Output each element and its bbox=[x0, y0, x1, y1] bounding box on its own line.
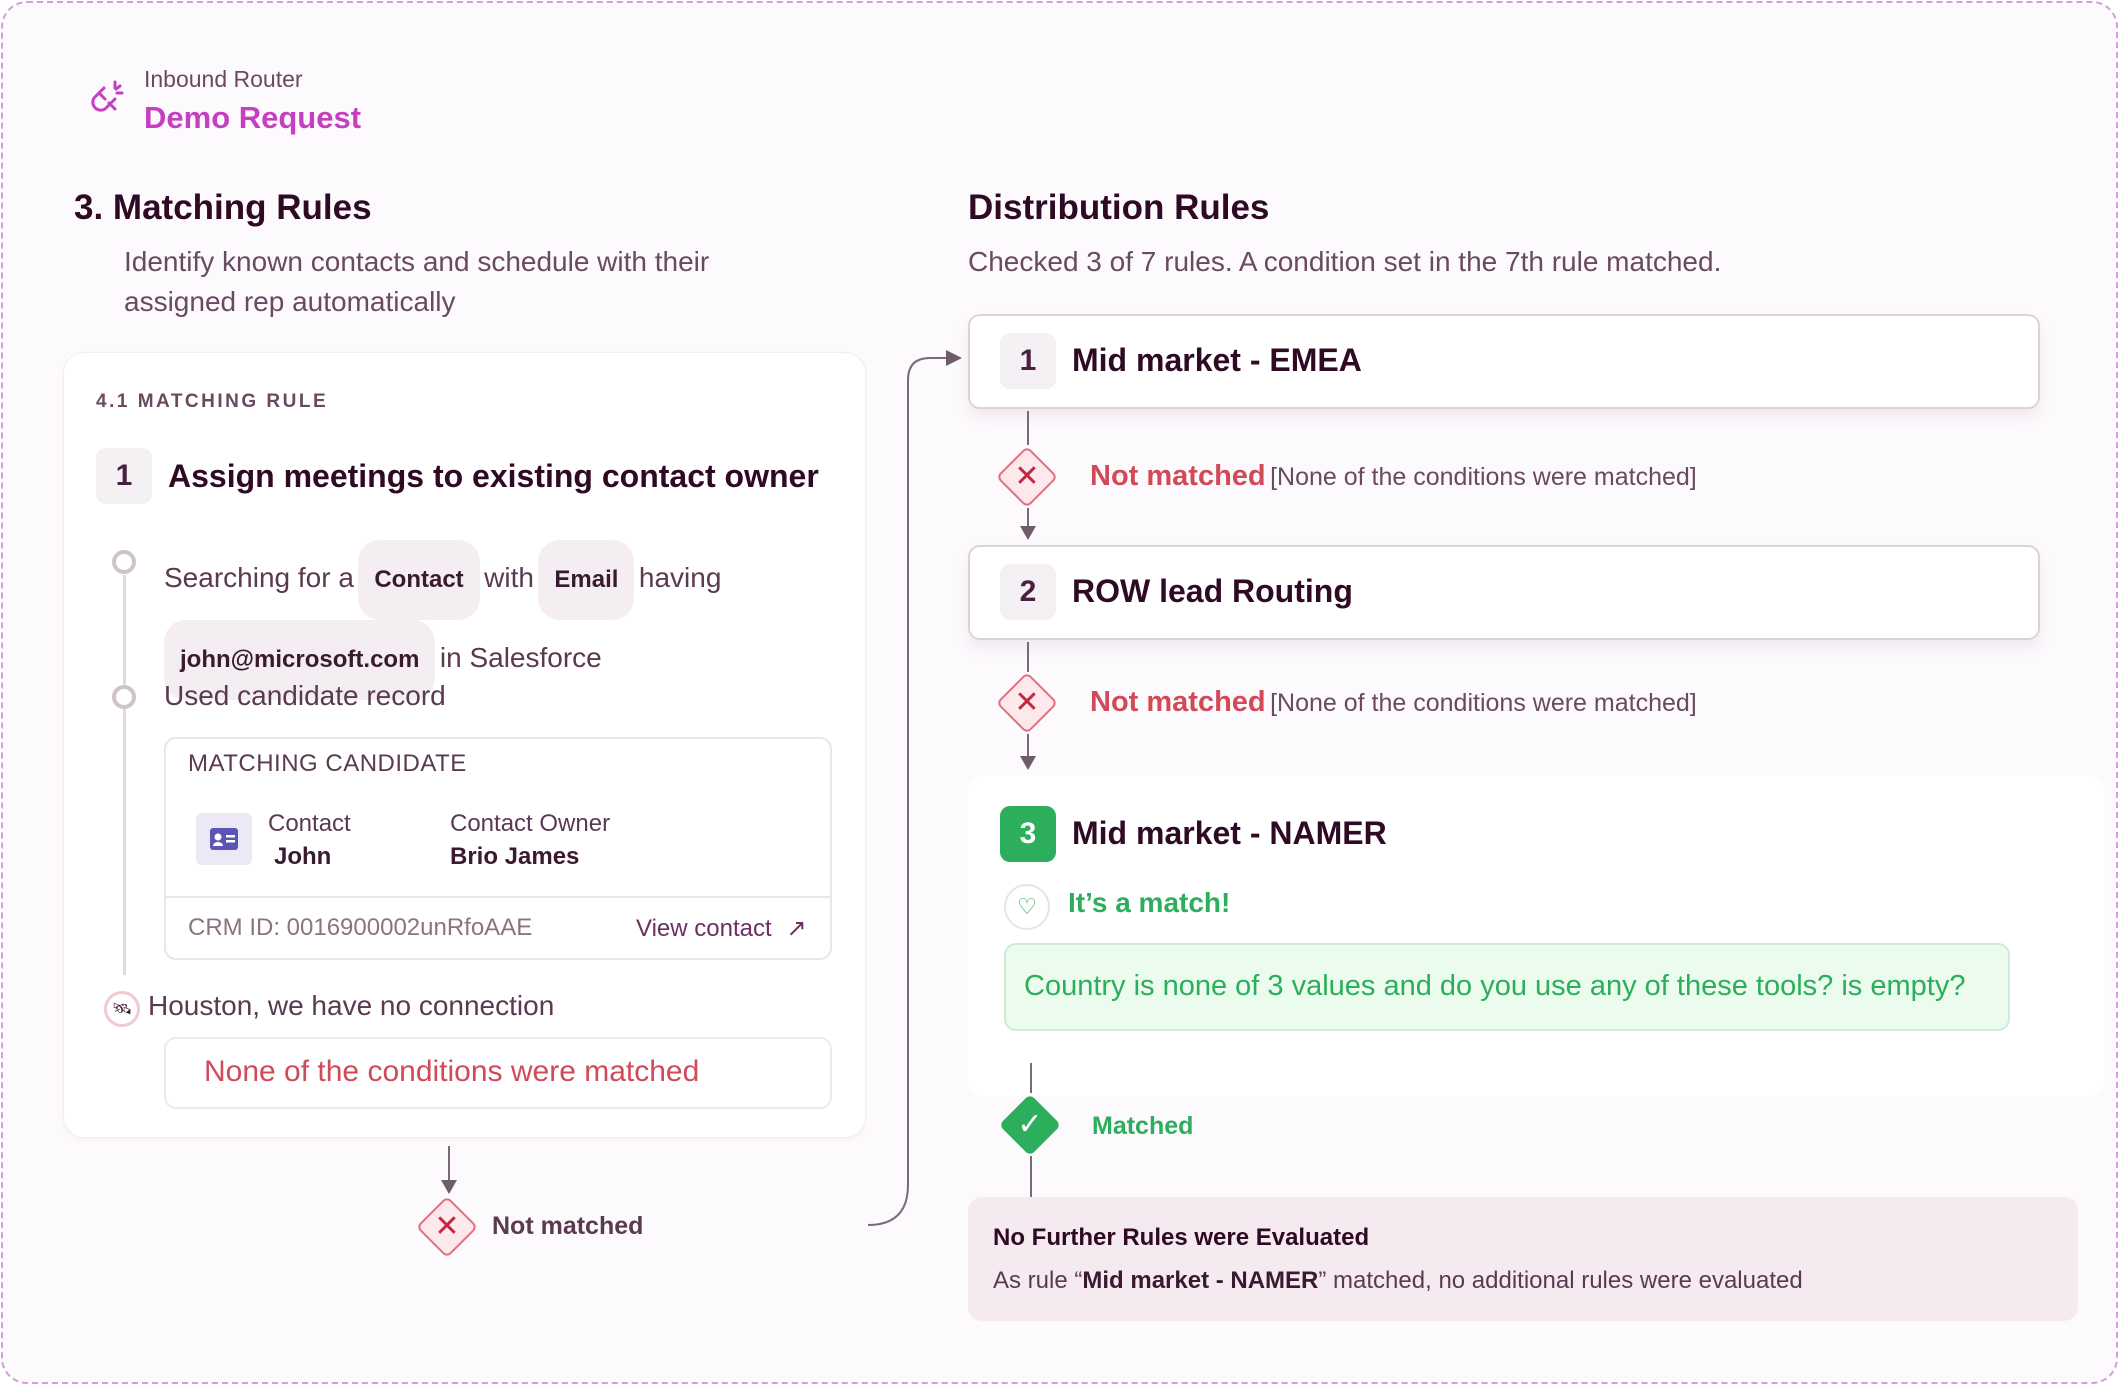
arrow-down-icon bbox=[1020, 756, 1036, 770]
rule-2-result bbox=[1090, 686, 1697, 719]
candidate-heading: MATCHING CANDIDATE bbox=[188, 750, 467, 777]
not-matched-diamond-icon: ✕ bbox=[996, 672, 1058, 734]
rule-3-title: Mid market - NAMER bbox=[1072, 815, 1387, 851]
houston-text: Houston, we have no connection bbox=[148, 990, 555, 1021]
rule-number-badge: 1 bbox=[96, 448, 152, 504]
view-contact-link[interactable] bbox=[636, 914, 806, 943]
matched-condition-text: Country is none of 3 values and do you use any of these tools? is empty? bbox=[1024, 970, 1966, 1002]
magnet-icon bbox=[82, 76, 128, 122]
no-further-desc-suffix: ” matched, no additional rules were evaluated bbox=[1318, 1267, 1803, 1294]
arrow-down-icon bbox=[1020, 526, 1036, 540]
no-further-title: No Further Rules were Evaluated bbox=[993, 1224, 1370, 1251]
external-link-icon: ↗ bbox=[786, 915, 807, 942]
no-conditions-text: None of the conditions were matched bbox=[204, 1055, 700, 1088]
timeline-dot bbox=[112, 685, 136, 709]
distribution-rules-desc: Checked 3 of 7 rules. A condition set in the 7th rule matched. bbox=[968, 246, 1722, 277]
router-name: Inbound Router bbox=[144, 66, 303, 92]
router-title[interactable]: Demo Request bbox=[144, 100, 362, 135]
email-value-pill: john@microsoft.com bbox=[164, 620, 435, 700]
timeline-dot bbox=[112, 550, 136, 574]
connector-line bbox=[1030, 1156, 1032, 1198]
rule-2-note: [None of the conditions were matched] bbox=[1270, 689, 1697, 717]
match-text: It’s a match! bbox=[1068, 887, 1231, 918]
heart-check-icon: ♡ bbox=[1004, 884, 1050, 930]
not-matched-diamond-icon: ✕ bbox=[996, 446, 1058, 508]
connector-line bbox=[1030, 1063, 1032, 1093]
field-pill: Email bbox=[538, 540, 634, 620]
connector-line bbox=[448, 1146, 450, 1182]
rule-1-result bbox=[1090, 460, 1697, 493]
no-further-desc-rule: Mid market - NAMER bbox=[1082, 1267, 1319, 1294]
view-contact-label: View contact bbox=[636, 915, 772, 942]
matching-rules-desc-line2: assigned rep automatically bbox=[124, 286, 456, 317]
rule-1-title: Mid market - EMEA bbox=[1072, 342, 1362, 378]
rule-3-number: 3 bbox=[1000, 806, 1056, 862]
rule-2-status: Not matched bbox=[1090, 686, 1266, 718]
card-eyebrow: 4.1 MATCHING RULE bbox=[96, 391, 329, 412]
connector-line bbox=[1027, 411, 1029, 445]
crm-id: CRM ID: 0016900002unRfoAAE bbox=[188, 914, 533, 941]
matching-result-label: Not matched bbox=[492, 1212, 644, 1240]
not-matched-diamond-icon: ✕ bbox=[416, 1196, 478, 1258]
search-having: having bbox=[638, 562, 722, 593]
satellite-emoji-icon: 🛰 bbox=[104, 991, 140, 1027]
rule-title: Assign meetings to existing contact owner bbox=[168, 458, 819, 494]
contact-card-icon bbox=[196, 813, 252, 865]
rule-1-status: Not matched bbox=[1090, 460, 1266, 492]
timeline-line bbox=[123, 575, 126, 975]
candidate-type-value: John bbox=[274, 843, 332, 870]
object-pill: Contact bbox=[358, 540, 479, 620]
matched-status: Matched bbox=[1092, 1112, 1194, 1140]
matching-rules-title: 3. Matching Rules bbox=[74, 188, 372, 227]
no-further-desc bbox=[993, 1267, 1803, 1295]
no-further-rules-box bbox=[968, 1197, 2078, 1321]
connector-line bbox=[1027, 734, 1029, 758]
connector-line bbox=[1027, 642, 1029, 672]
matched-diamond-icon: ✓ bbox=[999, 1094, 1061, 1156]
rule-1-note: [None of the conditions were matched] bbox=[1270, 463, 1697, 491]
rule-2-number: 2 bbox=[1000, 564, 1056, 620]
search-with: with bbox=[484, 562, 534, 593]
candidate-type-label: Contact bbox=[268, 810, 351, 837]
contact-owner-label: Contact Owner bbox=[450, 810, 611, 837]
search-description bbox=[164, 540, 804, 700]
matching-rules-desc-line1: Identify known contacts and schedule with their bbox=[124, 246, 710, 277]
contact-owner-value: Brio James bbox=[450, 843, 580, 870]
no-further-desc-prefix: As rule “ bbox=[993, 1267, 1083, 1294]
used-candidate-text: Used candidate record bbox=[164, 680, 446, 711]
arrow-down-icon bbox=[441, 1180, 457, 1194]
distribution-rules-title: Distribution Rules bbox=[968, 188, 1270, 227]
candidate-divider bbox=[166, 896, 830, 898]
rule-2-title: ROW lead Routing bbox=[1072, 573, 1353, 609]
rule-1-number: 1 bbox=[1000, 333, 1056, 389]
search-suffix: in Salesforce bbox=[439, 642, 602, 673]
search-prefix: Searching for a bbox=[164, 562, 354, 593]
flow-connector bbox=[860, 340, 970, 1240]
